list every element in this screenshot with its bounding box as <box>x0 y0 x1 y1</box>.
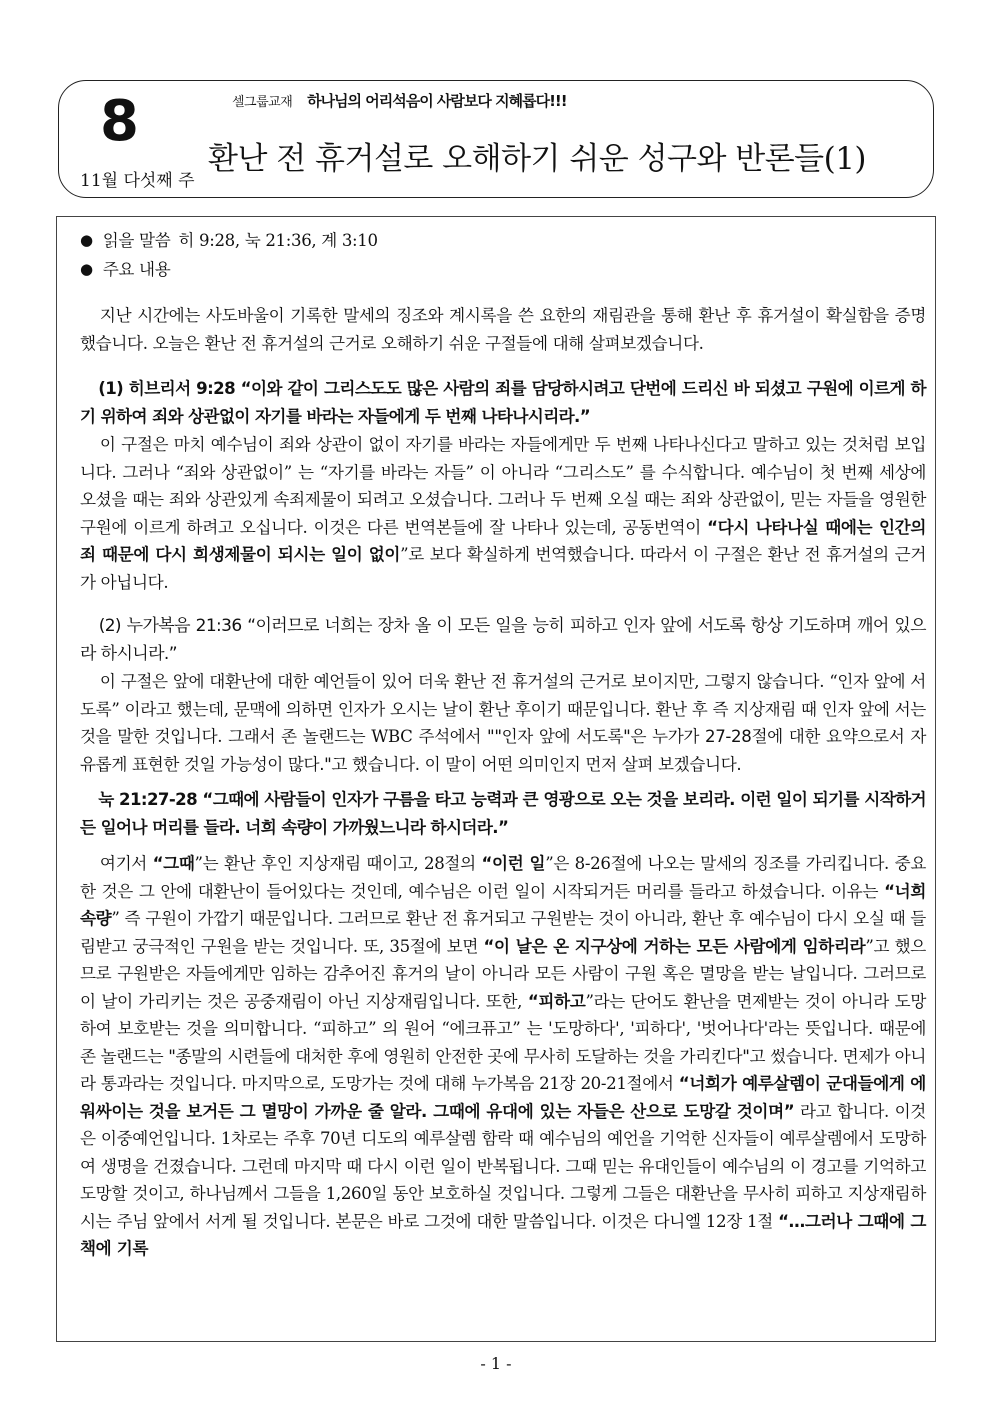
section2-heading: (2) 누가복음 21:36 “이러므로 너희는 장차 올 이 모든 일을 능히 피하고 인자 앞에 서도록 항상 기도하며 깨어 있으라 하시니라.” <box>80 616 926 664</box>
text-run: ”라는 단어도 환난을 면제받는 것이 아니라 도망하여 보호받는 것을 의미합니다. “피하고” 의 원어 “에크퓨고” 는 '도망하다', '피하다', '벗어나다'라는 뜻입니다. 때문에 존 놀랜드는 <box>80 991 926 1066</box>
text-run: ” 즉 구원이 가깝기 때문입니다. 그러므로 환난 전 휴거되고 구원받는 것이 아니라, 환난 후 예수님이 다시 오실 때 들림받고 궁극적인 구원을 받는 것입니다. 또, 35절에 보면 <box>80 909 926 956</box>
page-title: 환난 전 휴거설로 오해하기 쉬운 성구와 반론들(1) <box>208 141 867 177</box>
bullet-icon: ● <box>80 230 93 249</box>
main-content-label: 주요 내용 <box>102 259 171 279</box>
section3-body <box>80 850 926 1263</box>
section1-text-b: ”로 보다 확실하게 번역했습니다. 따라서 이 구절은 환난 전 휴거설의 근거가 아닙니다. <box>80 545 927 592</box>
lesson-number: 8 <box>100 89 138 154</box>
quote-run: "종말의 시련들에 대처한 후에 영원히 안전한 곳에 무사히 도달하는 것을 가리킨다" <box>168 1046 750 1066</box>
bold-run: “…그러나 그때에 그 책에 기록 <box>80 1211 927 1258</box>
text-run: ”고 했으므로 구원받은 자들에게만 임하는 감추어진 휴거의 날이 아니라 모든 사람이 구원 혹은 멸망을 받는 날입니다. 그러므로 이 날이 가리키는 것은 공중재림이 아닌 지상재림입니다. 또한, <box>80 936 926 1011</box>
section1-quote: “다시 나타나실 때에는 인간의 죄 때문에 다시 희생제물이 되시는 일이 없이 <box>80 517 926 564</box>
section2-body <box>80 668 926 778</box>
bold-run: “피하고 <box>527 991 586 1011</box>
section2-text-b: 고 했습니다. 이 말이 어떤 의미인지 먼저 살펴 보겠습니다. <box>331 754 742 774</box>
text-run: ”는 환난 후인 지상재림 때이고, 28절의 <box>194 854 482 873</box>
series-title: 하나님의 어리석음이 사람보다 지혜롭다!!! <box>307 92 567 110</box>
reading-line <box>80 226 926 255</box>
intro-paragraph: 지난 시간에는 사도바울이 기록한 말세의 징조와 계시록을 쓴 요한의 재림관을 통해 환난 후 휴거설이 확실함을 증명했습니다. 오늘은 환난 전 휴거설의 근거로 오해하기 쉬운 구절들에 대해 살펴보겠습니다. <box>80 306 926 353</box>
series-label: 셀그룹교재 <box>232 95 293 110</box>
week-label: 11월 다섯째 주 <box>80 171 195 191</box>
bold-run: “그때 <box>152 854 195 873</box>
text-run: ”은 8-26절에 나오는 말세의 징조를 가리킵니다. 중요한 것은 그 안에 대환난이 들어있다는 것인데, 예수님은 이런 일이 시작되거든 머리를 들라고 하셨습니다. 이유는 <box>80 854 926 901</box>
text-run: 고 썼습니다. 면제가 아니라 통과라는 것입니다. 마지막으로, 도망가는 것에 대해 누가복음 21장 20-21절에서 <box>80 1046 926 1093</box>
document-body <box>80 226 926 1263</box>
bold-run: “이런 일 <box>481 854 546 873</box>
section1-text-a: 이 구절은 마치 예수님이 죄와 상관이 없이 자기를 바라는 자들에게만 두 번째 나타나신다고 말하고 있는 것처럼 보입니다. 그러나 “죄와 상관없이” 는 “자기를 바라는 자들” 이 아니라 “그리스도” 를 수식합니다. 예수님이 첫 번째 세상에 오셨을 때는 죄와 상관있게 속죄제물이 되려고 오셨습니다. 그러나 두 번째 오실 때는 죄와 상관없이, 믿는 자들을 영원한 구원에 이르게 하려고 오십니다. 이것은 다른 번역본들에 잘 나타나 있는데, 공동번역이 <box>80 435 926 537</box>
bold-run: “너희가 예루살렘이 군대들에게 에워싸이는 것을 보거든 그 멸망이 가까운 줄 알라. 그때에 유대에 있는 자들은 산으로 도망갈 것이며” <box>80 1074 926 1121</box>
section2-quote: ""인자 앞에 서도록"은 누가가 27-28절에 대한 요약으로서 자유롭게 표현한 것일 가능성이 많다." <box>80 727 927 774</box>
reading-label: 읽을 말씀 <box>102 230 171 250</box>
main-content-line <box>80 255 926 284</box>
section1-heading: (1) 히브리서 9:28 “이와 같이 그리스도도 많은 사람의 죄를 담당하시려고 단번에 드리신 바 되셨고 구원에 이르게 하기 위하여 죄와 상관없이 자기를 바라는 자들에게 두 번째 나타나시리라.” <box>80 379 926 426</box>
page-number: - 1 - <box>480 1354 512 1373</box>
bold-run: “너희 속량 <box>80 881 926 928</box>
series-row <box>232 90 567 111</box>
reading-refs: 히 9:28, 눅 21:36, 계 3:10 <box>178 230 378 250</box>
text-run: 라고 합니다. 이것은 이중예언입니다. 1차로는 주후 70년 디도의 예루살렘 함락 때 예수님의 예언을 기억한 신자들이 예루살렘에서 도망하여 생명을 건졌습니다. 그런데 마지막 때 다시 이런 일이 반복됩니다. 그때 믿는 유대인들이 예수님의 이 경고를 기억하고 도망할 것이고, 하나님께서 그들을 1,260일 동안 보호하실 것입니다. 그렇게 그들은 대환난을 무사히 피하고 지상재림하시는 주님 앞에서 서게 될 것입니다. 본문은 바로 그것에 대한 말씀입니다. 이것은 다니엘 12장 1절 <box>80 1101 926 1231</box>
bullet-icon: ● <box>80 259 93 278</box>
text-run: 여기서 <box>99 854 153 873</box>
section1-body <box>80 431 926 596</box>
bold-run: “이 날은 온 지구상에 거하는 모든 사람에게 임하리라 <box>483 936 866 956</box>
section3-heading: 눅 21:27-28 “그때에 사람들이 인자가 구름을 타고 능력과 큰 영광으로 오는 것을 보리라. 이런 일이 되기를 시작하거든 일어나 머리를 들라. 너희 속량이 가까웠느니라 하시더라.” <box>80 790 926 837</box>
section2-text-a: 이 구절은 앞에 대환난에 대한 예언들이 있어 더욱 환난 전 휴거설의 근거로 보이지만, 그렇지 않습니다. “인자 앞에 서도록” 이라고 했는데, 문맥에 의하면 인자가 오시는 날이 환난 후이기 때문입니다. 환난 후 즉 지상재림 때 인자 앞에 서는 것을 말한 것입니다. 그래서 존 놀랜드는 WBC 주석에서 <box>80 672 926 746</box>
